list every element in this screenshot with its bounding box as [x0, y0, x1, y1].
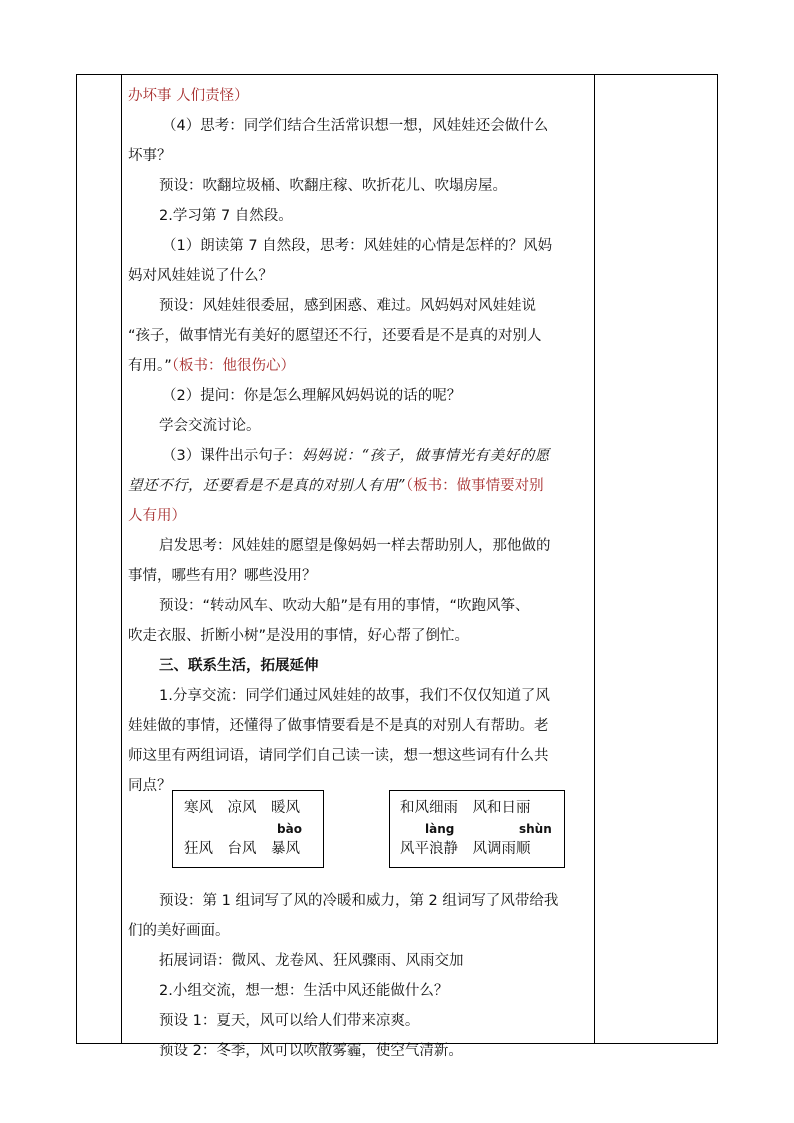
text-line-3: 坏事？: [128, 148, 172, 164]
quote-sentence-2: 望还不行，还要看是不是真的对别人有用”: [128, 478, 406, 494]
word-group-2: [389, 790, 565, 868]
text-line-14: [128, 476, 544, 496]
board-note-2: （板书：做事情要对别: [405, 478, 544, 494]
text-line-16: 启发思考：风娃娃的愿望是像妈妈一样去帮助别人，那他做的: [159, 538, 551, 554]
section-heading: 三、联系生活，拓展延伸: [159, 658, 319, 674]
text-line-30: 预设 2：冬季，风可以吹散雾霾，使空气清新。: [159, 1043, 463, 1059]
text-line-10: 有用。”（板书：他很伤心）: [128, 358, 296, 374]
column-divider-right: [594, 75, 595, 1043]
text-line-29: 预设 1：夏天，风可以给人们带来凉爽。: [159, 1013, 420, 1029]
text-line-28: 2.小组交流，想一想：生活中风还能做什么？: [159, 983, 449, 999]
text-line-21: 1.分享交流：同学们通过风娃娃的故事，我们不仅仅知道了风: [159, 688, 550, 704]
text-line-24: 同点？: [128, 778, 172, 794]
word-group-2-row-2: 风平浪静 风调雨顺: [400, 841, 531, 857]
text-line-8: 预设：风娃娃很委屈，感到困惑、难过。风妈妈对风娃娃说: [159, 298, 536, 314]
text-line-19: 吹走衣服、折断小树”是没用的事情，好心帮了倒忙。: [128, 628, 470, 644]
word-group-2-row-1: 和风细雨 风和日丽: [400, 800, 531, 816]
word-group-1-row-1: 寒风 凉风 暖风: [184, 800, 300, 816]
text-line-23: 师这里有两组词语，请同学们自己读一读，想一想这些词有什么共: [128, 748, 549, 764]
text-line-25: 预设：第 1 组词写了风的冷暖和威力，第 2 组词写了风带给我: [159, 893, 559, 909]
text-line-18: 预设：“转动风车、吹动大船”是有用的事情，“吹跑风筝、: [159, 598, 530, 614]
column-divider-left: [121, 75, 122, 1043]
text-line-2: （4）思考：同学们结合生活常识想一想，风娃娃还会做什么: [162, 118, 549, 134]
text-line-6: （1）朗读第 7 自然段，思考：风娃娃的心情是怎样的？风妈: [162, 238, 553, 254]
word-group-2-pinyin-1: làng: [425, 822, 455, 836]
text-line-22: 娃娃做的事情，还懂得了做事情要看是不是真的对别人有帮助。老: [128, 718, 549, 734]
text-line-9: “孩子，做事情光有美好的愿望还不行，还要看是不是真的对别人: [128, 328, 542, 344]
text-line-1: 办坏事 人们责怪）: [128, 88, 249, 104]
text-line-5: 2.学习第 7 自然段。: [159, 208, 293, 224]
text-line-7: 妈对风娃娃说了什么？: [128, 268, 273, 284]
word-group-1-row-2: 狂风 台风 暴风: [184, 841, 300, 857]
text-line-27: 拓展词语：微风、龙卷风、狂风骤雨、风雨交加: [159, 953, 464, 969]
quote-sentence-1: 妈妈说：“孩子，做事情光有美好的愿: [301, 448, 550, 464]
text-line-15: 人有用）: [128, 508, 186, 524]
text-line-17: 事情，哪些有用？哪些没用？: [128, 568, 317, 584]
word-group-1-pinyin: bào: [277, 822, 302, 836]
board-note-1: （板书：他很伤心）: [171, 358, 296, 374]
word-group-1: [172, 790, 324, 868]
text-line-26: 们的美好画面。: [128, 923, 230, 939]
text-line-4: 预设：吹翻垃圾桶、吹翻庄稼、吹折花儿、吹塌房屋。: [159, 178, 507, 194]
text-line-12: 学会交流讨论。: [159, 418, 261, 434]
text-line-11: （2）提问：你是怎么理解风妈妈说的话的呢？: [162, 388, 462, 404]
word-group-2-pinyin-2: shùn: [519, 822, 552, 836]
text-line-13: （3）课件出示句子：妈妈说：“孩子，做事情光有美好的愿: [162, 448, 550, 464]
